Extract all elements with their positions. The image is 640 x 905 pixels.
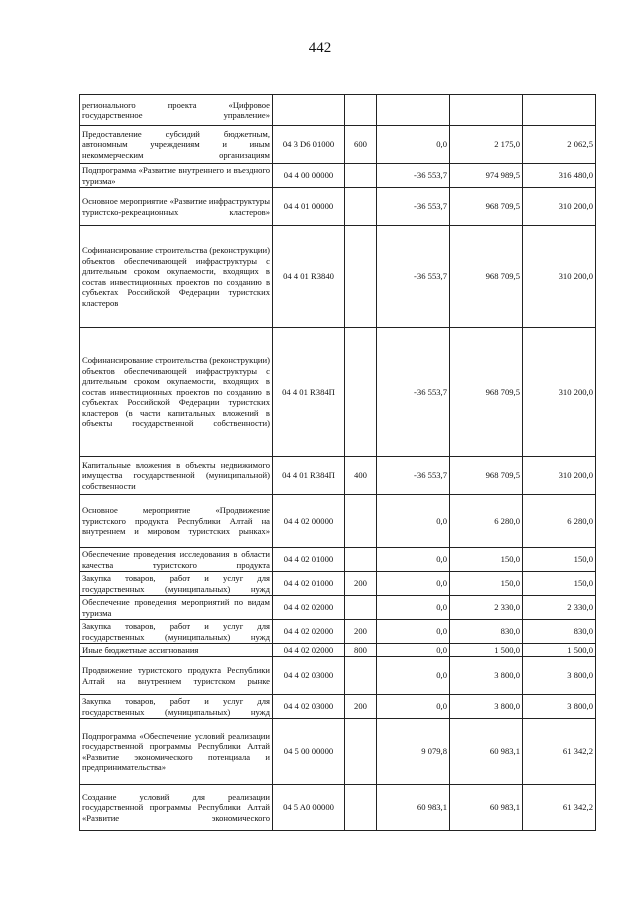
row-vr	[345, 188, 377, 226]
row-value-3: 310 200,0	[523, 457, 596, 495]
row-value-1: 0,0	[377, 657, 450, 695]
row-value-3: 310 200,0	[523, 328, 596, 457]
row-value-2: 60 983,1	[450, 785, 523, 831]
row-value-1: -36 553,7	[377, 188, 450, 226]
row-value-1: -36 553,7	[377, 164, 450, 188]
row-value-2: 1 500,0	[450, 644, 523, 657]
row-code: 04 3 D6 01000	[273, 126, 345, 164]
row-vr: 400	[345, 457, 377, 495]
row-value-2: 830,0	[450, 620, 523, 644]
row-code: 04 4 02 01000	[273, 572, 345, 596]
row-name: Закупка товаров, работ и услуг для государственных (муниципальных) нужд	[80, 572, 273, 596]
row-vr: 800	[345, 644, 377, 657]
row-value-3	[523, 95, 596, 126]
row-value-1: 0,0	[377, 695, 450, 719]
row-value-1: 0,0	[377, 126, 450, 164]
row-name: Продвижение туристского продукта Республики Алтай на внутреннем туристском рынке	[80, 657, 273, 695]
row-value-3: 310 200,0	[523, 188, 596, 226]
table-row	[80, 328, 596, 457]
row-vr	[345, 785, 377, 831]
row-value-3: 6 280,0	[523, 495, 596, 548]
row-value-2: 6 280,0	[450, 495, 523, 548]
row-name: Обеспечение проведения исследования в области качества туристского продукта	[80, 548, 273, 572]
row-value-1: -36 553,7	[377, 328, 450, 457]
row-value-3: 3 800,0	[523, 695, 596, 719]
row-name: Создание условий для реализации государственной программы Республики Алтай «Развитие экономического	[80, 785, 273, 831]
row-vr	[345, 328, 377, 457]
row-value-1: 60 983,1	[377, 785, 450, 831]
row-vr	[345, 226, 377, 328]
row-value-3: 150,0	[523, 548, 596, 572]
row-value-1: 0,0	[377, 596, 450, 620]
row-value-3: 150,0	[523, 572, 596, 596]
row-name: Обеспечение проведения мероприятий по видам туризма	[80, 596, 273, 620]
row-code: 04 4 02 03000	[273, 657, 345, 695]
row-value-3: 3 800,0	[523, 657, 596, 695]
table-row	[80, 785, 596, 831]
row-value-3: 830,0	[523, 620, 596, 644]
row-value-3: 316 480,0	[523, 164, 596, 188]
row-value-1: 0,0	[377, 548, 450, 572]
row-name: Иные бюджетные ассигнования	[80, 644, 273, 657]
row-value-2: 968 709,5	[450, 457, 523, 495]
row-value-1: -36 553,7	[377, 226, 450, 328]
row-value-2: 2 330,0	[450, 596, 523, 620]
row-code: 04 4 01 R3840	[273, 226, 345, 328]
table-row	[80, 95, 596, 126]
row-code	[273, 95, 345, 126]
row-value-2: 974 989,5	[450, 164, 523, 188]
table-row	[80, 644, 596, 657]
row-name: Капитальные вложения в объекты недвижимого имущества государственной (муниципальной) собственности	[80, 457, 273, 495]
row-value-2: 150,0	[450, 572, 523, 596]
budget-table	[79, 94, 596, 831]
row-value-2	[450, 95, 523, 126]
table-row	[80, 548, 596, 572]
table-row	[80, 620, 596, 644]
row-value-2: 60 983,1	[450, 719, 523, 785]
row-value-2: 968 709,5	[450, 188, 523, 226]
row-value-1: 9 079,8	[377, 719, 450, 785]
row-code: 04 4 02 02000	[273, 596, 345, 620]
row-value-2: 2 175,0	[450, 126, 523, 164]
row-value-1: -36 553,7	[377, 457, 450, 495]
row-vr	[345, 95, 377, 126]
table-row	[80, 719, 596, 785]
row-vr: 200	[345, 572, 377, 596]
table-row	[80, 572, 596, 596]
row-name: Софинансирование строительства (реконструкции) объектов обеспечивающей инфраструктуры с длительным сроком окупаемости, входящих в состав инвестиционных проектов по созданию в субъектах Российской Федерации туристских кластеров (в части капитальных вложений в объекты государственной собственности)	[80, 328, 273, 457]
row-value-3: 2 330,0	[523, 596, 596, 620]
row-value-3: 61 342,2	[523, 785, 596, 831]
row-name: Основное мероприятие «Продвижение туристского продукта Республики Алтай на внутреннем и мировом туристских рынках»	[80, 495, 273, 548]
row-code: 04 5 00 00000	[273, 719, 345, 785]
row-name: Предоставление субсидий бюджетным, автономным учреждениям и иным некоммерческим организациям	[80, 126, 273, 164]
row-code: 04 4 02 00000	[273, 495, 345, 548]
row-vr	[345, 164, 377, 188]
row-value-2: 968 709,5	[450, 226, 523, 328]
row-name: Подпрограмма «Обеспечение условий реализации государственной программы Республики Алтай «Развитие экономического потенциала и предпринимательства»	[80, 719, 273, 785]
row-value-3: 2 062,5	[523, 126, 596, 164]
row-code: 04 4 00 00000	[273, 164, 345, 188]
row-vr: 200	[345, 620, 377, 644]
table-row	[80, 457, 596, 495]
row-value-1: 0,0	[377, 572, 450, 596]
row-value-1: 0,0	[377, 495, 450, 548]
row-code: 04 4 01 R384П	[273, 457, 345, 495]
table-row	[80, 188, 596, 226]
row-value-2: 3 800,0	[450, 695, 523, 719]
row-vr	[345, 548, 377, 572]
row-vr	[345, 719, 377, 785]
row-vr	[345, 596, 377, 620]
row-value-1: 0,0	[377, 620, 450, 644]
row-vr	[345, 495, 377, 548]
row-name: Подпрограмма «Развитие внутреннего и въездного туризма»	[80, 164, 273, 188]
table-row	[80, 226, 596, 328]
row-value-1	[377, 95, 450, 126]
row-code: 04 4 02 02000	[273, 620, 345, 644]
row-name: Основное мероприятие «Развитие инфраструктуры туристско-рекреационных кластеров»	[80, 188, 273, 226]
table-row	[80, 596, 596, 620]
row-code: 04 4 01 00000	[273, 188, 345, 226]
table-row	[80, 126, 596, 164]
row-name: Закупка товаров, работ и услуг для государственных (муниципальных) нужд	[80, 620, 273, 644]
row-code: 04 4 02 02000	[273, 644, 345, 657]
row-vr: 600	[345, 126, 377, 164]
row-vr: 200	[345, 695, 377, 719]
row-vr	[345, 657, 377, 695]
table-row	[80, 164, 596, 188]
table-row	[80, 495, 596, 548]
row-value-1: 0,0	[377, 644, 450, 657]
row-value-3: 61 342,2	[523, 719, 596, 785]
row-name: Закупка товаров, работ и услуг для государственных (муниципальных) нужд	[80, 695, 273, 719]
row-value-2: 3 800,0	[450, 657, 523, 695]
row-value-2: 968 709,5	[450, 328, 523, 457]
row-code: 04 4 01 R384П	[273, 328, 345, 457]
row-code: 04 5 A0 00000	[273, 785, 345, 831]
row-code: 04 4 02 03000	[273, 695, 345, 719]
table-row	[80, 657, 596, 695]
row-value-3: 310 200,0	[523, 226, 596, 328]
page-number: 442	[308, 40, 332, 56]
row-value-3: 1 500,0	[523, 644, 596, 657]
row-name: регионального проекта «Цифровое государственное управление»	[80, 95, 273, 126]
row-code: 04 4 02 01000	[273, 548, 345, 572]
table-row	[80, 695, 596, 719]
row-name: Софинансирование строительства (реконструкции) объектов обеспечивающей инфраструктуры с длительным сроком окупаемости, входящих в состав инвестиционных проектов по созданию в субъектах Российской Федерации туристских кластеров	[80, 226, 273, 328]
row-value-2: 150,0	[450, 548, 523, 572]
